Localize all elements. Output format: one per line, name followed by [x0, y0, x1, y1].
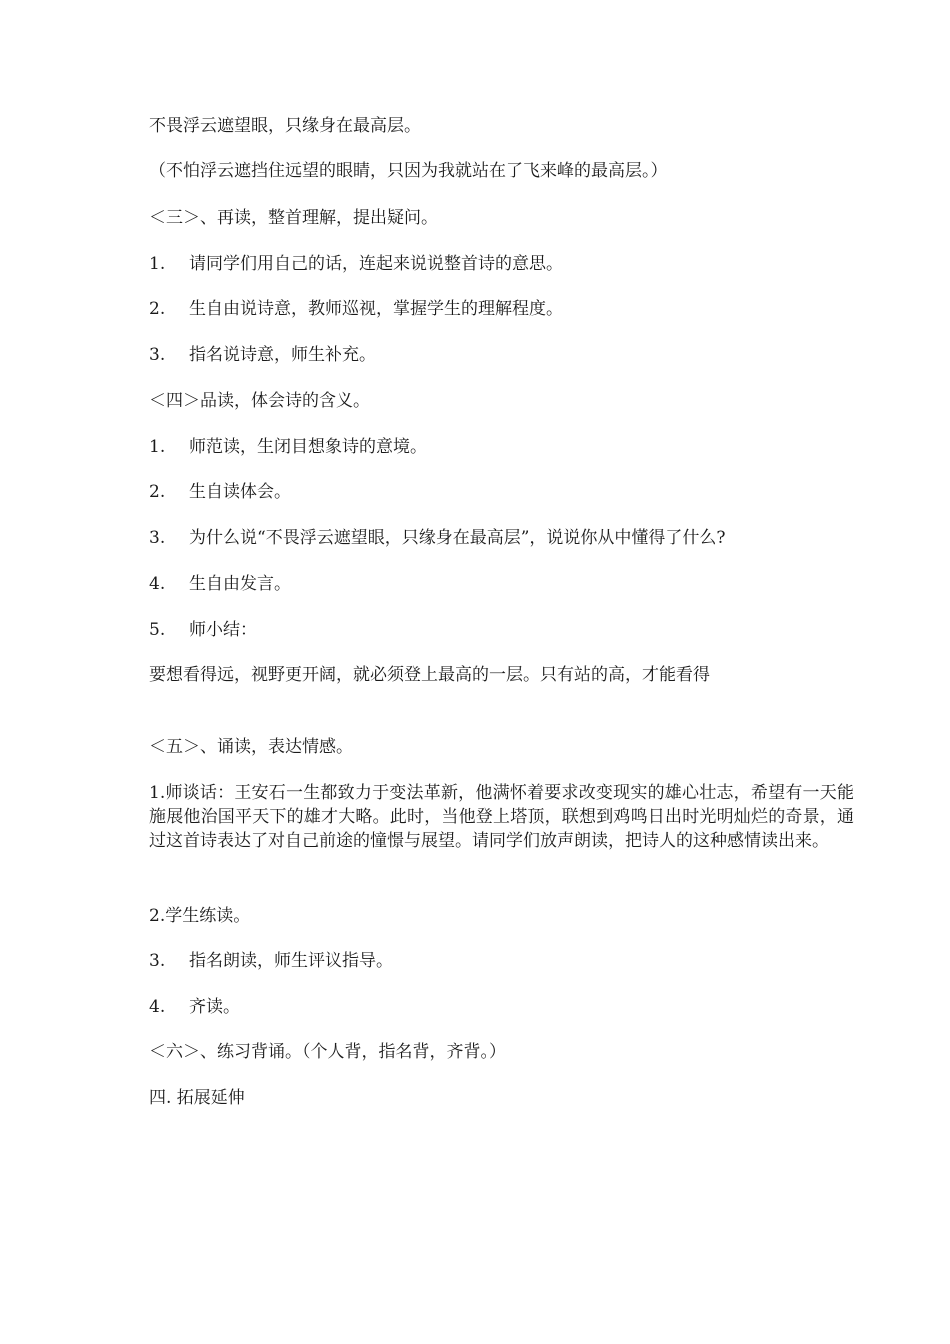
item-number: 1. — [149, 254, 166, 274]
item-number: 3. — [149, 951, 166, 971]
item-number: 4. — [149, 997, 166, 1017]
item-text: 生自由说诗意，教师巡视，掌握学生的理解程度。 — [189, 299, 563, 319]
section-heading-4 — [149, 389, 849, 413]
text: （不怕浮云遮挡住远望的眼睛，只因为我就站在了飞来峰的最高层。） — [149, 161, 668, 181]
text: 四. 拓展延伸 — [149, 1088, 245, 1108]
list-item — [149, 297, 849, 321]
section-heading-6 — [149, 1040, 849, 1064]
item-number: 3. — [149, 528, 166, 548]
item-number: 3. — [149, 345, 166, 365]
item-number: 2. — [149, 482, 166, 502]
list-item — [149, 618, 849, 642]
item-number: 2. — [149, 299, 166, 319]
poem-line — [149, 114, 849, 138]
list-item — [149, 995, 849, 1019]
text: ＜五＞、诵读，表达情感。 — [149, 737, 353, 757]
list-item — [149, 252, 849, 276]
item-text: 指名朗读，师生评议指导。 — [189, 951, 393, 971]
text: 要想看得远，视野更开阔，就必须登上最高的一层。只有站的高，才能看得 — [149, 665, 710, 685]
item-text: 生自读体会。 — [189, 482, 291, 502]
text: ＜四＞品读，体会诗的含义。 — [149, 391, 370, 411]
item-text: 2.学生练读。 — [149, 906, 251, 926]
item-text: 师小结： — [189, 620, 257, 640]
item-number: 5. — [149, 620, 166, 640]
list-item — [149, 343, 849, 367]
list-item — [149, 572, 849, 596]
teacher-talk-paragraph — [149, 781, 854, 853]
list-item — [149, 949, 849, 973]
section-heading-3 — [149, 206, 849, 230]
item-number: 1. — [149, 437, 166, 457]
section-heading-5 — [149, 735, 849, 759]
list-item — [149, 435, 849, 459]
text: 不畏浮云遮望眼，只缘身在最高层。 — [149, 116, 421, 136]
item-number: 4. — [149, 574, 166, 594]
text: ＜六＞、练习背诵。（个人背，指名背，齐背。） — [149, 1042, 506, 1062]
list-item — [149, 526, 849, 550]
item-text: 生自由发言。 — [189, 574, 291, 594]
list-item — [149, 480, 849, 504]
item-text: 为什么说“不畏浮云遮望眼，只缘身在最高层”，说说你从中懂得了什么? — [189, 528, 726, 548]
item-text: 指名说诗意，师生补充。 — [189, 345, 376, 365]
paragraph-text: 1.师谈话：王安石一生都致力于变法革新，他满怀着要求改变现实的雄心壮志，希望有一天能施展他治国平天下的雄才大略。此时，当他登上塔顶，联想到鸡鸣日出时光明灿烂的奇景，通过这首诗表达了对自己前途的憧憬与展望。请同学们放声朗读，把诗人的这种感情读出来。 — [149, 783, 854, 851]
list-item — [149, 904, 849, 928]
item-text: 请同学们用自己的话，连起来说说整首诗的意思。 — [189, 254, 563, 274]
item-text: 师范读，生闭目想象诗的意境。 — [189, 437, 427, 457]
summary-text — [149, 663, 849, 687]
section-heading-extension — [149, 1086, 849, 1110]
text: ＜三＞、再读，整首理解，提出疑问。 — [149, 208, 438, 228]
item-text: 齐读。 — [189, 997, 240, 1017]
poem-translation — [149, 159, 849, 183]
